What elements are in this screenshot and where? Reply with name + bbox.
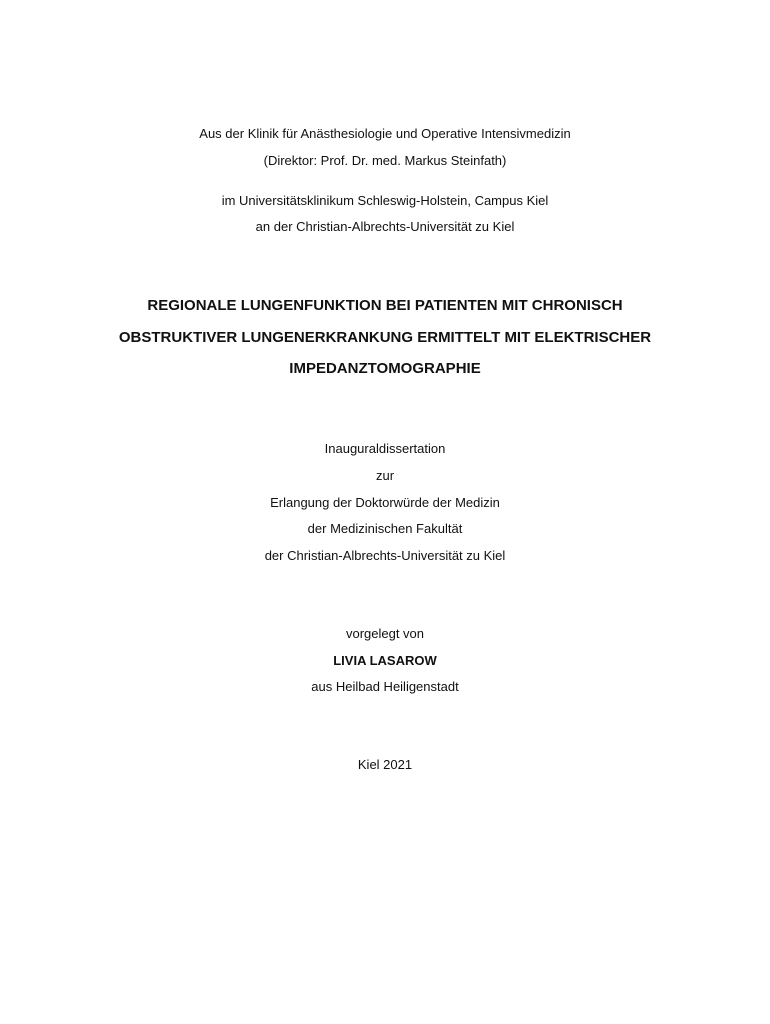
dissertation-university: der Christian-Albrechts-Universität zu Kiel <box>264 548 506 563</box>
thesis-title-line-2: OBSTRUKTIVER LUNGENERKRANKUNG ERMITTELT MIT ELEKTRISCHER <box>118 329 652 346</box>
dissertation-type: Inauguraldissertation <box>324 441 446 456</box>
hospital-line: im Universitätsklinikum Schleswig-Holstein, Campus Kiel <box>221 193 549 208</box>
university-line: an der Christian-Albrechts-Universität zu Kiel <box>255 219 515 234</box>
director-line: (Direktor: Prof. Dr. med. Markus Steinfath) <box>263 153 507 168</box>
presented-by: vorgelegt von <box>345 626 425 641</box>
place-year: Kiel 2021 <box>357 757 413 772</box>
dissertation-zur: zur <box>375 468 395 483</box>
thesis-title-line-1: REGIONALE LUNGENFUNKTION BEI PATIENTEN MIT CHRONISCH <box>147 297 623 314</box>
clinic-line: Aus der Klinik für Anästhesiologie und Operative Intensivmedizin <box>199 126 571 141</box>
dissertation-purpose: Erlangung der Doktorwürde der Medizin <box>270 495 500 510</box>
author-name: LIVIA LASAROW <box>333 653 437 668</box>
thesis-title-line-3: IMPEDANZTOMOGRAPHIE <box>289 360 481 377</box>
author-origin: aus Heilbad Heiligenstadt <box>311 679 459 694</box>
dissertation-faculty: der Medizinischen Fakultät <box>307 521 463 536</box>
